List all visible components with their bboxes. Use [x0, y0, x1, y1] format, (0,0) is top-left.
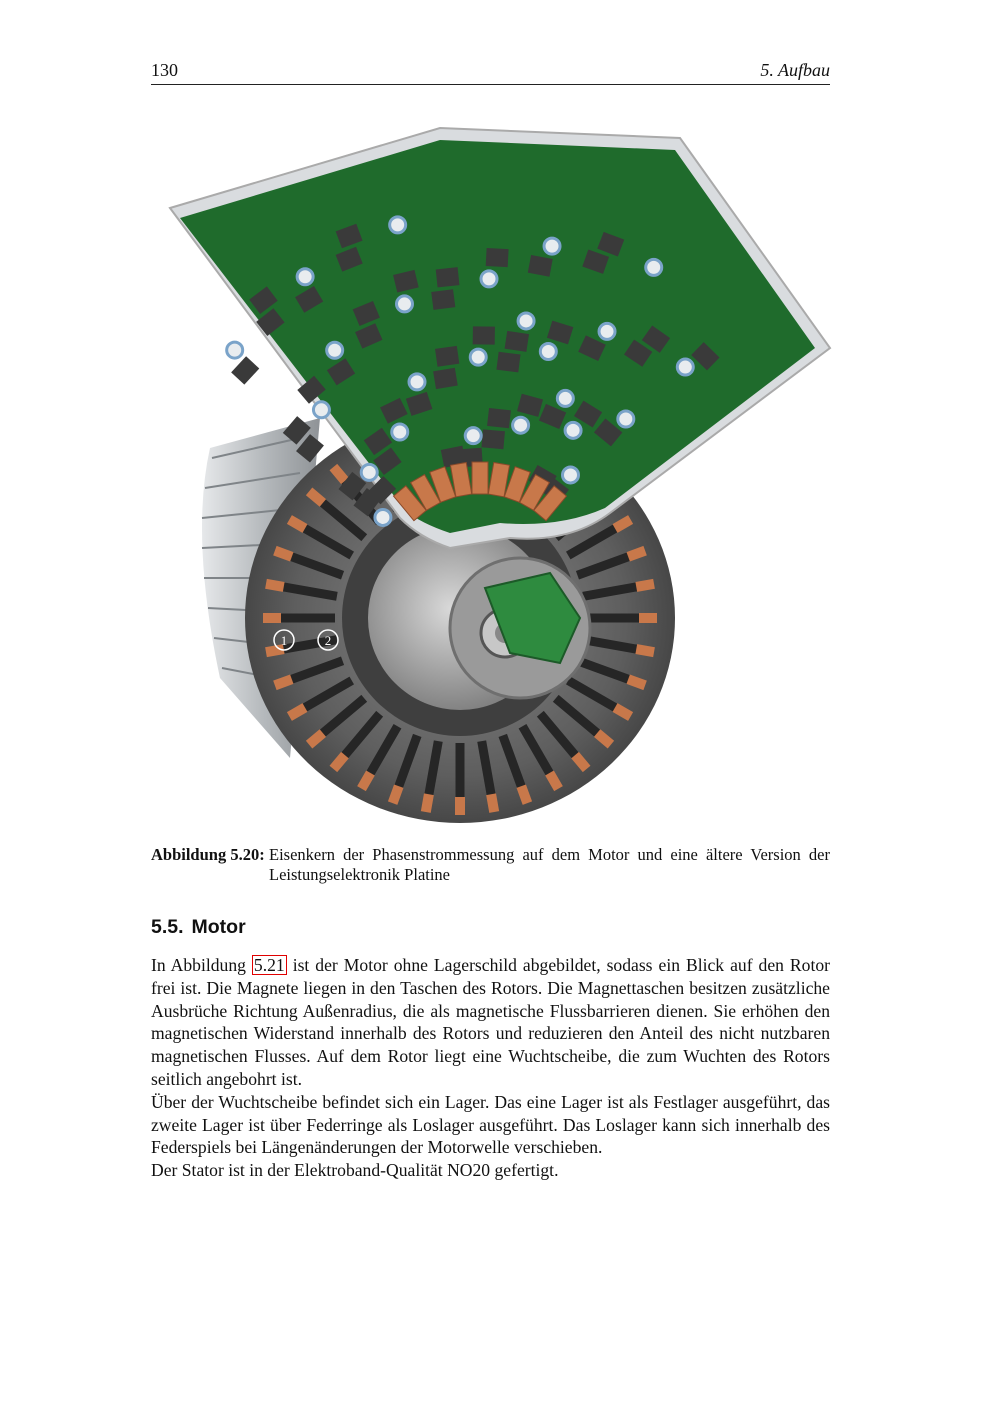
figure-motor-photo — [150, 118, 840, 828]
figure-reference-link[interactable]: 5.21 — [253, 955, 285, 975]
page-header — [151, 58, 830, 85]
capacitor — [227, 342, 243, 358]
paragraph-1-lead: In Abbildung — [151, 955, 252, 975]
copper-winding — [263, 613, 281, 623]
capacitor — [297, 269, 313, 285]
capacitor — [390, 217, 406, 233]
copper-winding — [455, 797, 465, 815]
transistor — [433, 368, 458, 389]
svg-text:1: 1 — [280, 633, 288, 648]
capacitor — [409, 374, 425, 390]
capacitor — [361, 464, 377, 480]
transistor — [473, 326, 495, 344]
transistor — [436, 267, 460, 287]
capacitor — [513, 417, 529, 433]
capacitor — [396, 296, 412, 312]
capacitor — [618, 411, 634, 427]
section-title-text: Motor — [191, 916, 246, 938]
transistor — [505, 331, 529, 352]
paragraph-1 — [151, 954, 830, 1091]
paragraph-3: Der Stator ist in der Elektroband-Qualität NO20 gefertigt. — [151, 1160, 559, 1181]
capacitor — [557, 390, 573, 406]
motor-illustration — [150, 118, 840, 828]
capacitor — [327, 342, 343, 358]
capacitor — [518, 313, 534, 329]
capacitor — [375, 509, 391, 525]
capacitor — [470, 349, 486, 365]
body-text — [151, 954, 830, 1182]
paragraph-1-rest: ist der Motor ohne Lagerschild abgebildet, sodass ein Blick auf den Rotor frei ist. Die Magnete liegen in den Taschen des Rotors. Die Magnettaschen besitzen zusätzliche Ausbrüche Richtung Außenradius, die als magnetische Flussbarrieren dienen. Sie erhöhen den magnetischen Widerstand innerhalb des Rotors und reduzieren den Anteil des nicht nutzbaren magnetischen Flusses. Auf dem Rotor liegt eine Wuchtscheibe, die zum Wuchten des Rotors seitlich angebohrt ist. — [151, 955, 830, 1089]
caption-text: Eisenkern der Phasenstrommessung auf dem Motor und eine ältere Version der Leistungselektronik Platine — [269, 845, 830, 884]
capacitor — [465, 428, 481, 444]
capacitor — [481, 271, 497, 287]
capacitor — [392, 424, 408, 440]
transistor — [487, 408, 511, 428]
paragraph-2: Über der Wuchtscheibe befindet sich ein Lager. Das eine Lager ist als Festlager ausgeführt, das zweite Lager ist über Federringe als Loslager ausgeführt. Das Loslager kann sich innerhalb des Federspiels bei Längenänderungen der Motorwelle verschieben. — [151, 1091, 830, 1158]
transistor — [431, 289, 455, 310]
transistor — [231, 356, 259, 384]
capacitor — [563, 467, 579, 483]
section-number: 5.5. — [151, 916, 184, 938]
copper-winding — [639, 613, 657, 623]
capacitor — [646, 259, 662, 275]
capacitor — [544, 238, 560, 254]
capacitor — [599, 323, 615, 339]
page-number: 130 — [151, 60, 178, 80]
capacitor — [313, 402, 329, 418]
chapter-running-title: 5. Aufbau — [760, 60, 830, 80]
capacitor — [540, 343, 556, 359]
transistor — [496, 352, 520, 373]
capacitor — [677, 359, 693, 375]
capacitor — [565, 422, 581, 438]
transistor — [486, 248, 509, 267]
current-sensor-core — [472, 462, 488, 494]
caption-label: Abbildung 5.20: — [151, 845, 265, 864]
svg-text:2: 2 — [324, 633, 332, 648]
section-heading — [151, 916, 246, 939]
transistor — [435, 346, 459, 367]
transistor — [481, 429, 505, 449]
